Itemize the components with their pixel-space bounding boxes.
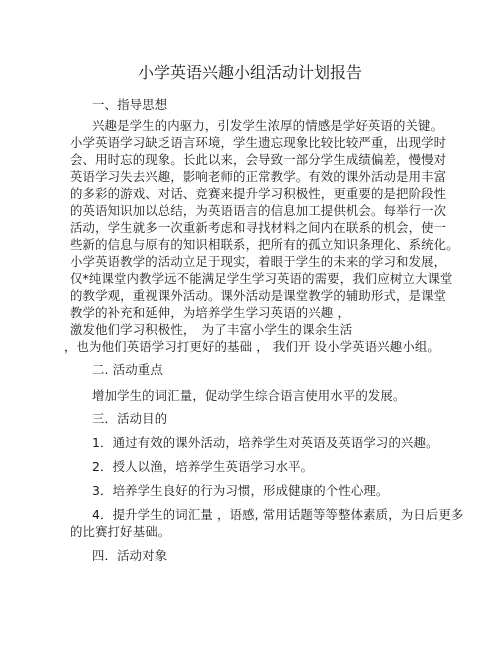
paragraph-line: 些新的信息与原有的知识相联系，把所有的孤立知识条理化、系统化。: [70, 237, 459, 252]
document-title: 小学英语兴趣小组活动计划报告: [137, 63, 362, 82]
list-item: 3．培养学生良好的行为习惯，形成健康的个性心理。: [92, 483, 389, 498]
paragraph-line: 小学英语教学的活动立足于现实，着眼于学生的未来的学习和发展，: [70, 254, 447, 269]
paragraph-line: 活动，学生就多一次重新考虑和寻找材料之间内在联系的机会，使一: [70, 220, 447, 235]
list-item: 2．授人以渔，培养学生英语学习水平。: [92, 459, 314, 474]
paragraph-line: 会、用时忘的现象。长此以来，会导致一部分学生成绩偏差，慢慢对: [70, 152, 447, 167]
paragraph-line: 的英语知识加以总结，为英语语言的信息加工提供机会。每举行一次: [70, 203, 447, 218]
section-heading-purpose: 三．活动目的: [92, 411, 168, 426]
paragraph-line: 小学英语学习缺乏语言环境，学生遗忘现象比较比较严重，出现学时: [70, 135, 447, 150]
paragraph-line: 增加学生的词汇量，促动学生综合语言使用水平的发展。: [92, 388, 406, 403]
paragraph-line: 仅*纯课堂内教学远不能满足学生学习英语的需要，我们应树立大课堂: [70, 271, 453, 286]
paragraph-line: ，也为他们英语学习打更好的基础 ， 我们开 设小学英语兴趣小组。: [64, 339, 440, 354]
section-heading-focus: 二. 活动重点: [92, 362, 163, 377]
paragraph-line: 激发他们学习积极性， 为了丰富小学生的课余生活: [70, 322, 353, 337]
list-item: 1．通过有效的课外活动，培养学生对英语及英语学习的兴趣。: [92, 435, 439, 450]
list-item: 4．提升学生的词汇量 ，语感, 常用话题等等整体素质，为日后更多: [92, 507, 464, 522]
section-heading-audience: 四．活动对象: [92, 548, 168, 563]
paragraph-line: 英语学习失去兴趣，影响老师的正常教学。有效的课外活动是用丰富: [70, 169, 447, 184]
paragraph-line: 的多彩的游戏、对话、竞赛来提升学习积极性，更重要的是把阶段性: [70, 186, 447, 201]
paragraph-line: 兴趣是学生的内驱力，引发学生浓厚的情感是学好英语的关键。: [92, 118, 444, 133]
section-heading-guiding-thought: 一、指导思想: [92, 97, 168, 112]
paragraph-line: 的教学观，重视课外活动。课外活动是课堂教学的辅助形式，是课堂: [70, 288, 447, 303]
paragraph-line: 教学的补充和延伸，为培养学生学习英语的兴趣 ，: [70, 305, 350, 320]
list-item-continuation: 的比赛打好基础。: [70, 524, 171, 539]
